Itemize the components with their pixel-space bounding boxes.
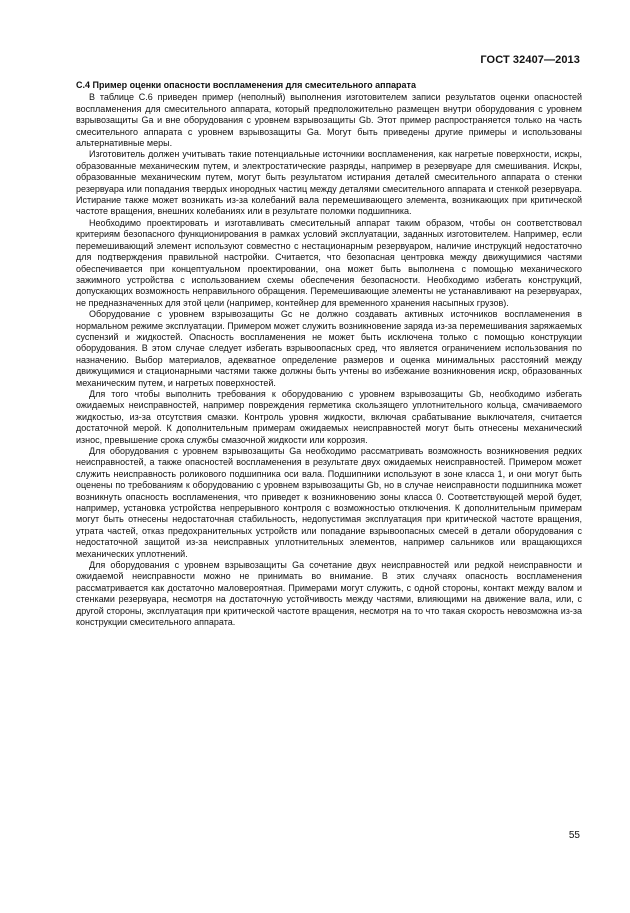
paragraph: Для оборудования с уровнем взрывозащиты Ga необходимо рассматривать возможность возникновения редких неисправностей, а также опасностей воспламенения в результате двух ожидаемых неисправностей. Примером может служить неисправность роликового подшипника оси вала. Подшипники используют в зоне класса 1, и они могут быть оценены по требованиям к оборудованию с уровнем взрывозащиты Gb, но в случае неисправности подшипника может возникнуть опасность воспламенения, что приведет к возникновению зоны класса 0. Соответствующей мерой будет, например, установка устройства непрерывного контроля с возможностью отключения. К дополнительным примерам могут быть отнесены недостаточная стабильность, недопустимая эксплуатация при критической частоте вращения, утрата частей, отказ предохранительных устройств или попадание взрывоопасных смесей в детали оборудования с недостаточной защитой из-за неисправных уплотнительных элементов, например сальников или вращающихся механических уплотнений. [76,446,582,559]
paragraph: Изготовитель должен учитывать такие потенциальные источники воспламенения, как нагретые поверхности, искры, образованные механическим путем, и электростатические разряды, например в резервуаре для смешивания. Искры, образованные механическим путем, могут быть результатом истирания деталей смесительного аппарата о стенки резервуара или попадания твердых инородных частиц между деталями смесительного аппарата и стенкой резервуара. Истирание также может возникать из-за колебаний вала перемешивающего элемента, возникающих при критической частоте вращения, внешних колебаниях или в результате поломки подшипника. [76,149,582,217]
standard-designation: ГОСТ 32407—2013 [480,54,580,66]
paragraph: Оборудование с уровнем взрывозащиты Gc не должно создавать активных источников воспламенения в нормальном режиме эксплуатации. Примером может служить возникновение заряда из-за перемешивания заряжаемых суспензий и жидкостей. Опасность воспламенения не может быть исключена только с помощью конструкции оборудования. В этом случае следует избегать взрывоопасных сред, что является ограничением использования по назначению. Выбор материалов, адекватное определение размеров и оценка минимальных расстояний между движущимися и стационарными частями также должны быть учтены во избежание возникновения искр, образованных механическим путем, и нагретых поверхностей. [76,309,582,388]
paragraph: Необходимо проектировать и изготавливать смесительный аппарат таким образом, чтобы он соответствовал критериям безопасного функционирования в рамках условий эксплуатации, заданных изготовителем. Например, если перемешивающий элемент используют совместно с нестационарным резервуаром, наличие инструкций недостаточно для подтверждения правильной настройки. Считается, что безопасная центровка между движущимися частями обеспечивается при концептуальном проектировании, она может быть выполнена с помощью механического зажимного устройства с использованием схемы обеспечения безопасности. Необходимо избегать конструкций, допускающих возможность неправильного обращения. Перемешивающие элементы не устанавливают на резервуарах, не предназначенных для этой цели (например, контейнер для временного хранения насыпных грузов). [76,217,582,308]
section-content [76,80,582,629]
paragraph: Для того чтобы выполнить требования к оборудованию с уровнем взрывозащиты Gb, необходимо избегать ожидаемых неисправностей, например повреждения герметика скользящего уплотнительного кольца, смачиваемого жидкостью, из-за отсутствия смазки. Контроль уровня жидкости, включая срабатывание выключателя, считается достаточной мерой. К дополнительным примерам ожидаемых неисправностей могут быть отнесены механический износ, превышение срока службы смазочной жидкости или коррозия. [76,388,582,445]
page-number: 55 [568,830,580,841]
section-heading: С.4 Пример оценки опасности воспламенения для смесительного аппарата [76,80,416,90]
paragraph: В таблице С.6 приведен пример (неполный) выполнения изготовителем записи результатов оценки опасностей воспламенения для смесительного аппарата, который предположительно размещен внутри оборудования с уровнем взрывозащиты Ga и вне оборудования с уровнем взрывозащиты Gb. Этот пример распространяется только на часть смесительного аппарата с уровнем взрывозащиты Ga. Могут быть приведены другие примеры и использованы альтернативные меры. [76,92,582,149]
paragraph: Для оборудования с уровнем взрывозащиты Ga сочетание двух неисправностей или редкой неисправности и ожидаемой неисправности можно не принимать во внимание. В этих случаях опасность воспламенения рассматривается как достаточно маловероятная. Примерами могут служить, с одной стороны, контакт между валом и стенками резервуара, несмотря на достаточную устойчивость между частями, влияющими на движение вала, или, с другой стороны, эксплуатация при критической частоте вращения, несмотря на то что такая скорость невозможна из-за конструкции смесительного аппарата. [76,560,582,628]
